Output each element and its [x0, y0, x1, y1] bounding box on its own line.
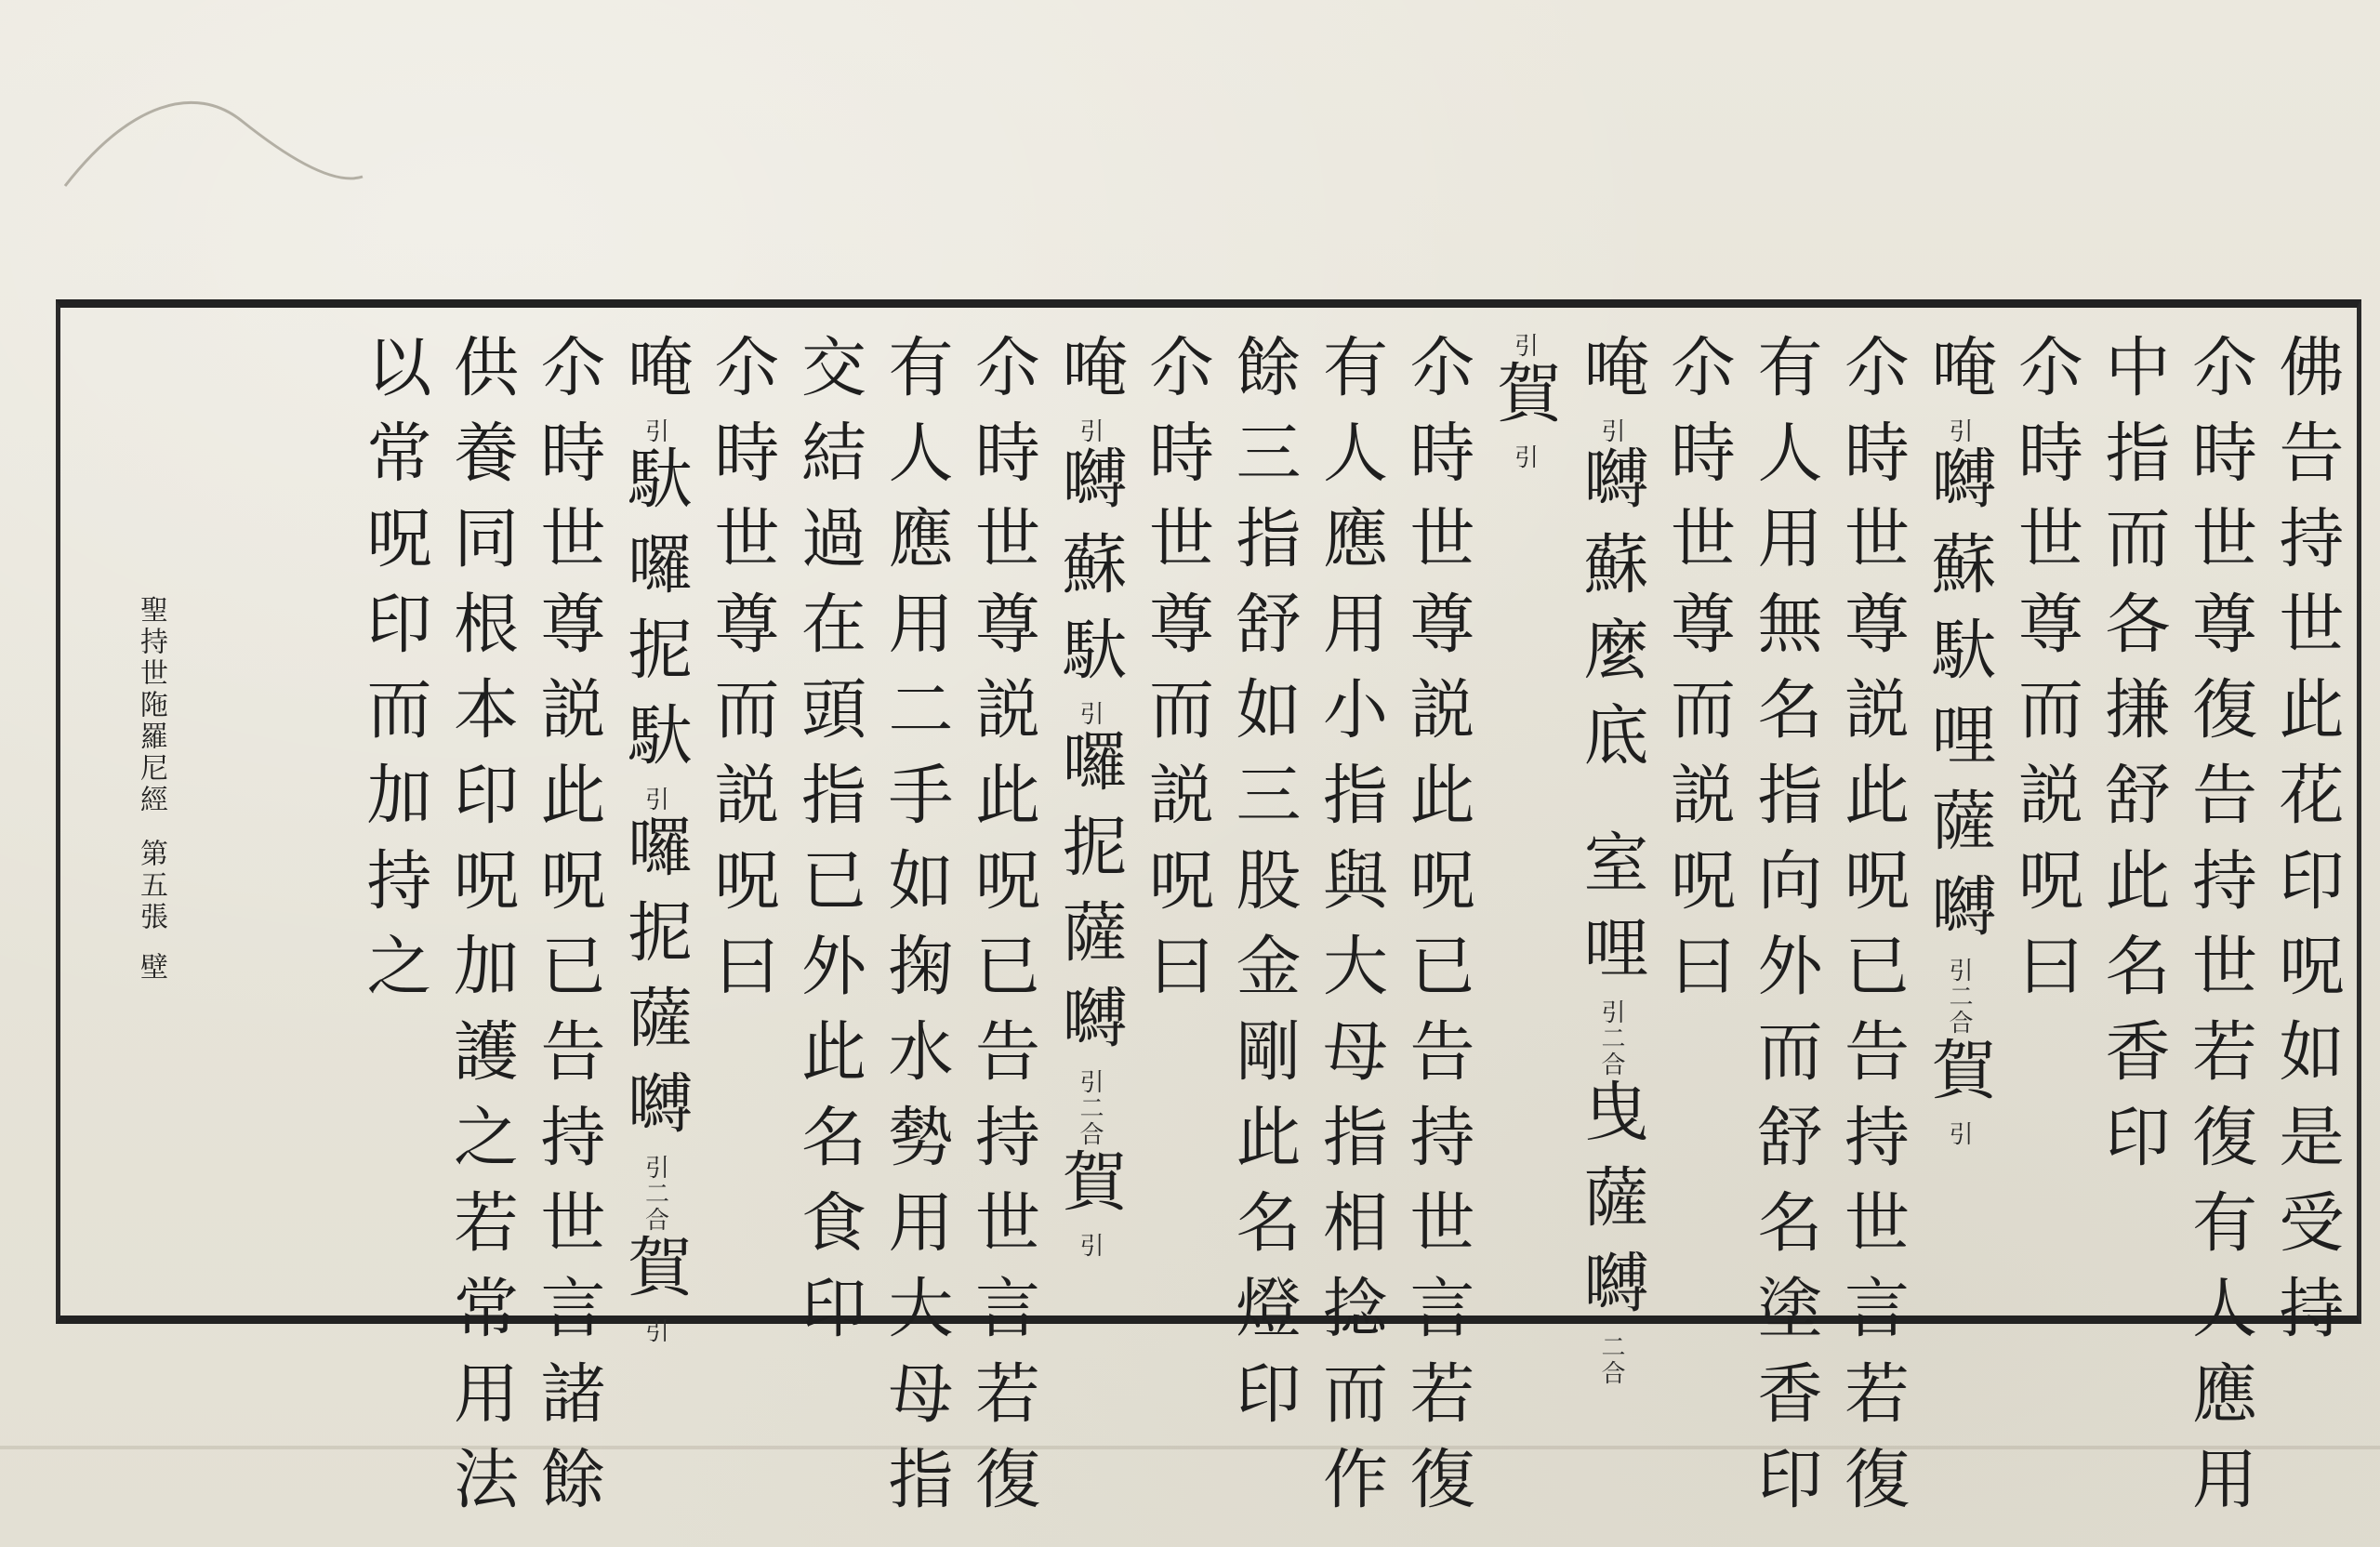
annotation-note: 引	[1076, 701, 1104, 727]
column-text: 馱囉抳馱	[616, 444, 694, 787]
text-column: 中指而各搛舒此名香印	[2095, 333, 2171, 1188]
annotation-note: 引	[1945, 958, 1973, 984]
text-column: 餘三指舒如三股金剛此名燈印	[1225, 333, 1302, 1445]
annotation-note: 二合	[1597, 1334, 1625, 1386]
column-text: 賀	[616, 1233, 694, 1318]
column-text: 囉抳薩嚩	[1051, 727, 1128, 1069]
annotation-note: 引	[1510, 444, 1539, 470]
paper-crease	[0, 1446, 2380, 1449]
column-text: 嚩蘇麼底	[1573, 444, 1649, 787]
annotation-note: 二合	[1945, 984, 1973, 1036]
column-text: 賀	[1051, 1147, 1128, 1233]
text-column: 供養同根本印呪加護之若常用法	[443, 333, 520, 1530]
annotation-note: 引	[641, 787, 669, 813]
annotation-note: 引	[1510, 333, 1539, 359]
text-column: 尒時世尊説此呪已告持世言若復	[1399, 333, 1475, 1530]
column-text: 曳薩嚩	[1573, 1078, 1649, 1334]
annotation-note: 引	[1076, 1069, 1104, 1095]
text-column: 有人應用二手如掬水勢用大母指	[878, 333, 954, 1530]
column-text: 嚩蘇馱	[1051, 444, 1128, 701]
annotation-note: 引	[641, 1155, 669, 1181]
column-text: 室哩	[1573, 828, 1649, 999]
annotation-note: 引	[1076, 1233, 1104, 1259]
text-column	[1051, 333, 1128, 1259]
text-column: 尒時世尊而説呪曰	[1138, 333, 1215, 1017]
text-column: 佛告持世此花印呪如是受持	[2268, 333, 2345, 1359]
annotation-note: 引	[1597, 418, 1625, 444]
text-column: 尒時世尊而説呪曰	[704, 333, 780, 1017]
annotation-note: 二合	[1076, 1095, 1104, 1147]
annotation-note: 二合	[641, 1181, 669, 1233]
column-text: 賀	[1486, 359, 1563, 444]
text-column	[1487, 333, 1563, 470]
text-column: 尒時世尊而説呪曰	[1659, 333, 1737, 1017]
text-column: 尒時世尊説此呪已告持世言諸餘	[530, 333, 606, 1530]
text-column: 尒時世尊説此呪已告持世言若復	[964, 333, 1041, 1530]
text-column: 尒時世尊説此呪已告持世言若復	[1833, 333, 1911, 1530]
text-column: 有人應用小指與大母指相捻而作	[1312, 333, 1389, 1530]
text-column: 以常呪印而加持之	[356, 333, 432, 1017]
text-column: 有人用無名指向外而舒名塗香印	[1747, 333, 1823, 1530]
text-column: 尒時世尊復告持世若復有人應用	[2181, 333, 2258, 1530]
annotation-note: 引	[1945, 1121, 1973, 1147]
column-text: 賀	[1921, 1036, 1997, 1121]
column-text: 唵	[1051, 333, 1128, 418]
annotation-note: 二合	[1597, 1025, 1625, 1078]
footer-mark: 壁	[135, 952, 167, 984]
footer-title: 聖持世陁羅尼經	[135, 595, 167, 816]
text-column	[617, 333, 694, 1344]
column-text: 唵	[1921, 333, 1997, 418]
text-column: 尒時世尊而説呪曰	[2007, 333, 2084, 1017]
annotation-note: 引	[641, 418, 669, 444]
sutra-footer	[130, 595, 171, 984]
column-text: 嚩蘇馱哩薩嚩	[1921, 444, 1997, 958]
annotation-note: 引	[1945, 418, 1973, 444]
column-text: 囉抳薩嚩	[616, 813, 694, 1155]
text-column	[1921, 333, 1997, 1147]
annotation-note: 引	[1597, 999, 1625, 1025]
text-column	[1573, 333, 1649, 1386]
footer-leaf: 第五張	[135, 839, 167, 933]
column-text: 唵	[616, 333, 694, 418]
paper-fibre-mark	[56, 65, 372, 214]
annotation-note: 引	[1076, 418, 1104, 444]
annotation-note: 引	[641, 1318, 669, 1344]
column-text: 唵	[1573, 333, 1649, 418]
text-column: 交結過在頭指已外此名食印	[790, 333, 867, 1359]
